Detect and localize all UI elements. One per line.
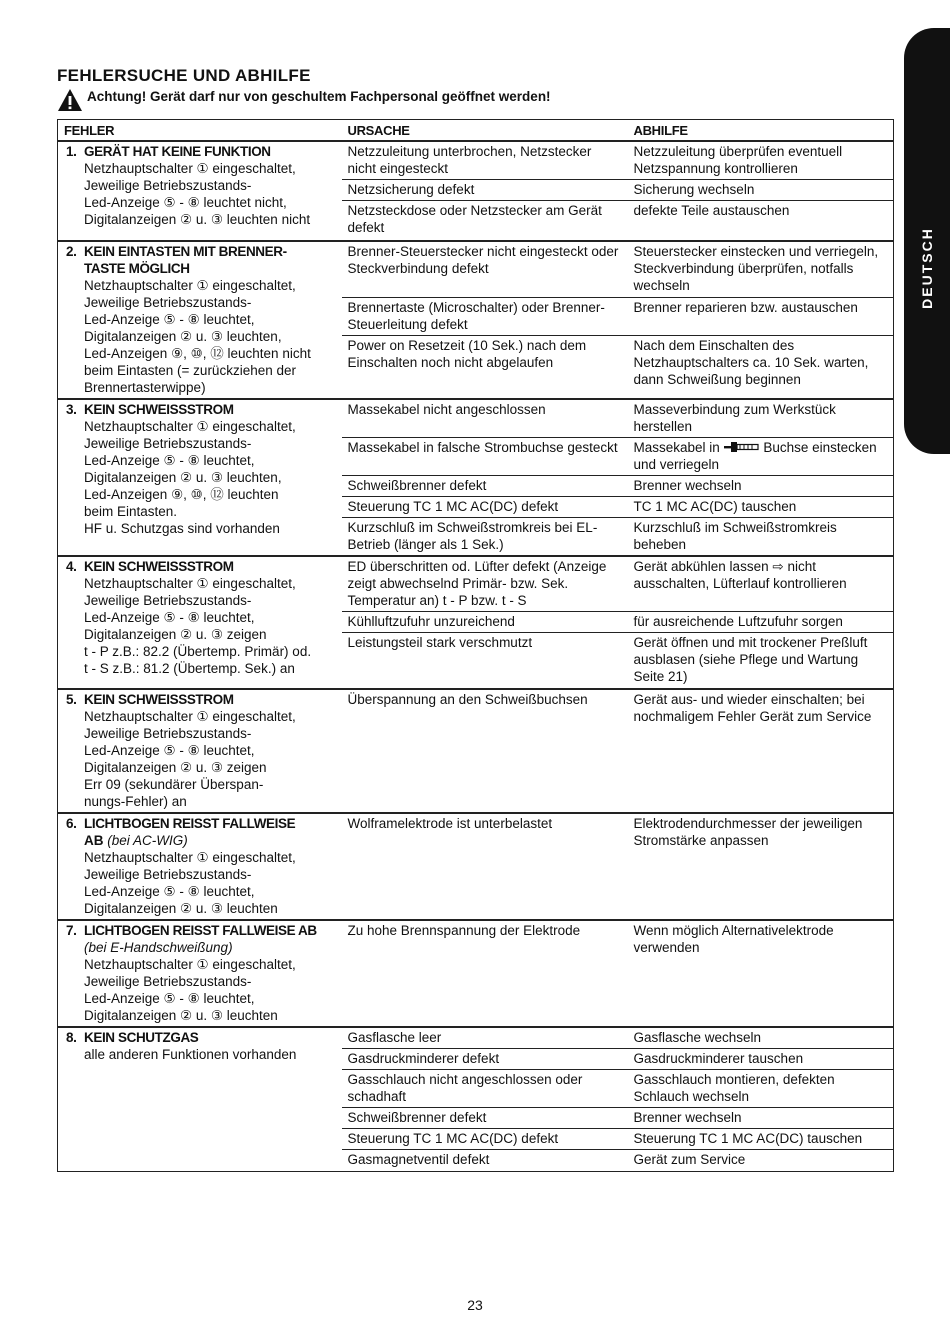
table-row — [58, 1027, 894, 1049]
table-row — [58, 399, 894, 438]
cause-cell: Zu hohe Brennspannung der Elektrode — [342, 920, 628, 1027]
warning-notice — [57, 89, 551, 112]
cause-cell: Kurzschluß im Schweißstromkreis bei EL-Betrieb (länger als 1 Sek.) — [342, 518, 628, 557]
fix-cell: Steuerung TC 1 MC AC(DC) tauschen — [628, 1129, 894, 1150]
fix-cell: Netzzuleitung überprüfen eventuell Netzspannung kontrollieren — [628, 141, 894, 180]
fix-cell: Massekabel in Buchse einstecken und verriegeln — [628, 438, 894, 476]
cause-cell: Schweißbrenner defekt — [342, 476, 628, 497]
troubleshooting-table — [57, 119, 894, 1172]
error-cell-6: 6. LICHTBOGEN REISST FALLWEISE AB (bei AC-WIG) Netzhauptschalter ① eingeschaltet, Jeweilige Betriebszustands- Led-Anzeige ⑤ - ⑧ leuchtet, Digitalanzeigen ② u. ③ leuchten — [58, 813, 342, 920]
cause-cell: Gasmagnetventil defekt — [342, 1150, 628, 1172]
fix-cell: TC 1 MC AC(DC) tauschen — [628, 497, 894, 518]
fix-cell: Kurzschluß im Schweißstromkreis beheben — [628, 518, 894, 557]
page-title: FEHLERSUCHE UND ABHILFE — [57, 66, 311, 85]
cause-cell: Gasdruckminderer defekt — [342, 1049, 628, 1070]
cause-cell: Schweißbrenner defekt — [342, 1108, 628, 1129]
warning-text: Achtung! Gerät darf nur von geschultem Fachpersonal geöffnet werden! — [87, 89, 551, 104]
error-cell-5: 5. KEIN SCHWEISSSTROM Netzhauptschalter ① eingeschaltet, Jeweilige Betriebszustands- Led-Anzeige ⑤ - ⑧ leuchtet, Digitalanzeigen ② u. ③ zeigen Err 09 (sekundärer Überspan- nungs-Fehler) an — [58, 689, 342, 813]
fix-cell: Brenner wechseln — [628, 476, 894, 497]
fix-cell: Gerät zum Service — [628, 1150, 894, 1172]
table-row — [58, 556, 894, 612]
fix-cell: Wenn möglich Alternativelektrode verwenden — [628, 920, 894, 1027]
fix-cell: defekte Teile austauschen — [628, 201, 894, 242]
table-row — [58, 920, 894, 1027]
error-cell-4: 4. KEIN SCHWEISSSTROM Netzhauptschalter ① eingeschaltet, Jeweilige Betriebszustands- Led-Anzeige ⑤ - ⑧ leuchtet, Digitalanzeigen ② u. ③ zeigen t - P z.B.: 82.2 (Übertemp. Primär) od. t - S z.B.: 81.2 (Übertemp. Sek.) an — [58, 556, 342, 689]
fix-cell: Gasflasche wechseln — [628, 1027, 894, 1049]
cause-cell: Massekabel in falsche Strombuchse gesteckt — [342, 438, 628, 476]
table-row — [58, 241, 894, 298]
table-body — [58, 141, 894, 1172]
language-side-tab-label: DEUTSCH — [919, 227, 935, 309]
error-title: KEIN SCHWEISSSTROM — [84, 692, 234, 707]
page-number: 23 — [467, 1297, 483, 1313]
cause-cell: Netzsicherung defekt — [342, 180, 628, 201]
cause-cell: Gasflasche leer — [342, 1027, 628, 1049]
error-title: LICHTBOGEN REISST FALLWEISE — [84, 816, 296, 831]
fix-cell: Gasdruckminderer tauschen — [628, 1049, 894, 1070]
error-title: KEIN EINTASTEN MIT BRENNER- — [84, 244, 287, 259]
error-title: KEIN SCHUTZGAS — [84, 1030, 199, 1045]
arrow-right-icon: ⇨ — [772, 559, 784, 574]
cause-cell: Power on Resetzeit (10 Sek.) nach dem Einschalten noch nicht abgelaufen — [342, 336, 628, 400]
fix-cell: Masseverbindung zum Werkstück herstellen — [628, 399, 894, 438]
error-cell-3: 3. KEIN SCHWEISSSTROM Netzhauptschalter ① eingeschaltet, Jeweilige Betriebszustands- Led-Anzeige ⑤ - ⑧ leuchtet, Digitalanzeigen ② u. ③ leuchten, Led-Anzeigen ⑨, ⑩, ⑫ leuchten beim Eintasten. HF u. Schutzgas sind vorhanden — [58, 399, 342, 556]
cause-cell: Wolframelektrode ist unterbelastet — [342, 813, 628, 920]
cause-cell: Netzsteckdose oder Netzstecker am Gerät defekt — [342, 201, 628, 242]
language-side-tab — [904, 28, 950, 454]
header-abhilfe: ABHILFE — [628, 120, 894, 142]
cause-cell: Steuerung TC 1 MC AC(DC) defekt — [342, 1129, 628, 1150]
error-cell-2: 2. KEIN EINTASTEN MIT BRENNER- TASTE MÖGLICH Netzhauptschalter ① eingeschaltet, Jeweilige Betriebszustands- Led-Anzeige ⑤ - ⑧ leuchtet, Digitalanzeigen ② u. ③ leuchten, Led-Anzeigen ⑨, ⑩, ⑫ leuchten nicht beim Eintasten (= zurückziehen der Brennertasterwippe) — [58, 241, 342, 399]
fix-cell: Gerät aus- und wieder einschalten; bei nochmaligem Fehler Gerät zum Service — [628, 689, 894, 813]
table-header-row — [58, 120, 894, 142]
fix-cell: Gasschlauch montieren, defekten Schlauch wechseln — [628, 1070, 894, 1108]
cause-cell: Steuerung TC 1 MC AC(DC) defekt — [342, 497, 628, 518]
error-title: GERÄT HAT KEINE FUNKTION — [84, 144, 271, 159]
error-cell-8: 8. KEIN SCHUTZGAS alle anderen Funktionen vorhanden — [58, 1027, 342, 1172]
cause-cell: Massekabel nicht angeschlossen — [342, 399, 628, 438]
error-title: KEIN SCHWEISSSTROM — [84, 559, 234, 574]
cause-cell: ED überschritten od. Lüfter defekt (Anzeige zeigt abwechselnd Primär- bzw. Sek. Temperatur an) t - P bzw. t - S — [342, 556, 628, 612]
fix-cell: Brenner wechseln — [628, 1108, 894, 1129]
table-row — [58, 813, 894, 920]
fix-cell: für ausreichende Luftzufuhr sorgen — [628, 612, 894, 633]
table-row — [58, 689, 894, 813]
fix-cell: Sicherung wechseln — [628, 180, 894, 201]
cause-cell: Brennertaste (Microschalter) oder Brenner-Steuerleitung defekt — [342, 298, 628, 336]
fix-cell: Nach dem Einschalten des Netzhauptschalters ca. 10 Sek. warten, dann Schweißung beginnen — [628, 336, 894, 400]
warning-triangle-icon — [57, 88, 83, 112]
table-row — [58, 141, 894, 180]
error-cell-1: 1. GERÄT HAT KEINE FUNKTION Netzhauptschalter ① eingeschaltet, Jeweilige Betriebszustands- Led-Anzeige ⑤ - ⑧ leuchtet nicht, Digitalanzeigen ② u. ③ leuchten nicht — [58, 141, 342, 241]
fix-cell: Steuerstecker einstecken und verriegeln, Steckverbindung überprüfen, notfalls wechseln — [628, 241, 894, 298]
fix-cell: Elektrodendurchmesser der jeweiligen Stromstärke anpassen — [628, 813, 894, 920]
cause-cell: Gasschlauch nicht angeschlossen oder schadhaft — [342, 1070, 628, 1108]
error-title: KEIN SCHWEISSSTROM — [84, 402, 234, 417]
cause-cell: Brenner-Steuerstecker nicht eingesteckt oder Steckverbindung defekt — [342, 241, 628, 298]
cause-cell: Überspannung an den Schweißbuchsen — [342, 689, 628, 813]
fix-cell: Gerät abkühlen lassen ⇨ nicht ausschalten, Lüfterlauf kontrollieren — [628, 556, 894, 612]
header-ursache: URSACHE — [342, 120, 628, 142]
error-title: LICHTBOGEN REISST FALLWEISE AB — [84, 923, 317, 938]
ground-socket-icon — [724, 441, 760, 453]
error-cell-7: 7. LICHTBOGEN REISST FALLWEISE AB (bei E-Handschweißung) Netzhauptschalter ① eingeschaltet, Jeweilige Betriebszustands- Led-Anzeige ⑤ - ⑧ leuchtet, Digitalanzeigen ② u. ③ leuchten — [58, 920, 342, 1027]
header-fehler: FEHLER — [58, 120, 342, 142]
cause-cell: Netzzuleitung unterbrochen, Netzstecker nicht eingesteckt — [342, 141, 628, 180]
cause-cell: Leistungsteil stark verschmutzt — [342, 633, 628, 690]
cause-cell: Kühlluftzufuhr unzureichend — [342, 612, 628, 633]
fix-cell: Gerät öffnen und mit trockener Preßluft ausblasen (siehe Pflege und Wartung Seite 21) — [628, 633, 894, 690]
fix-cell: Brenner reparieren bzw. austauschen — [628, 298, 894, 336]
